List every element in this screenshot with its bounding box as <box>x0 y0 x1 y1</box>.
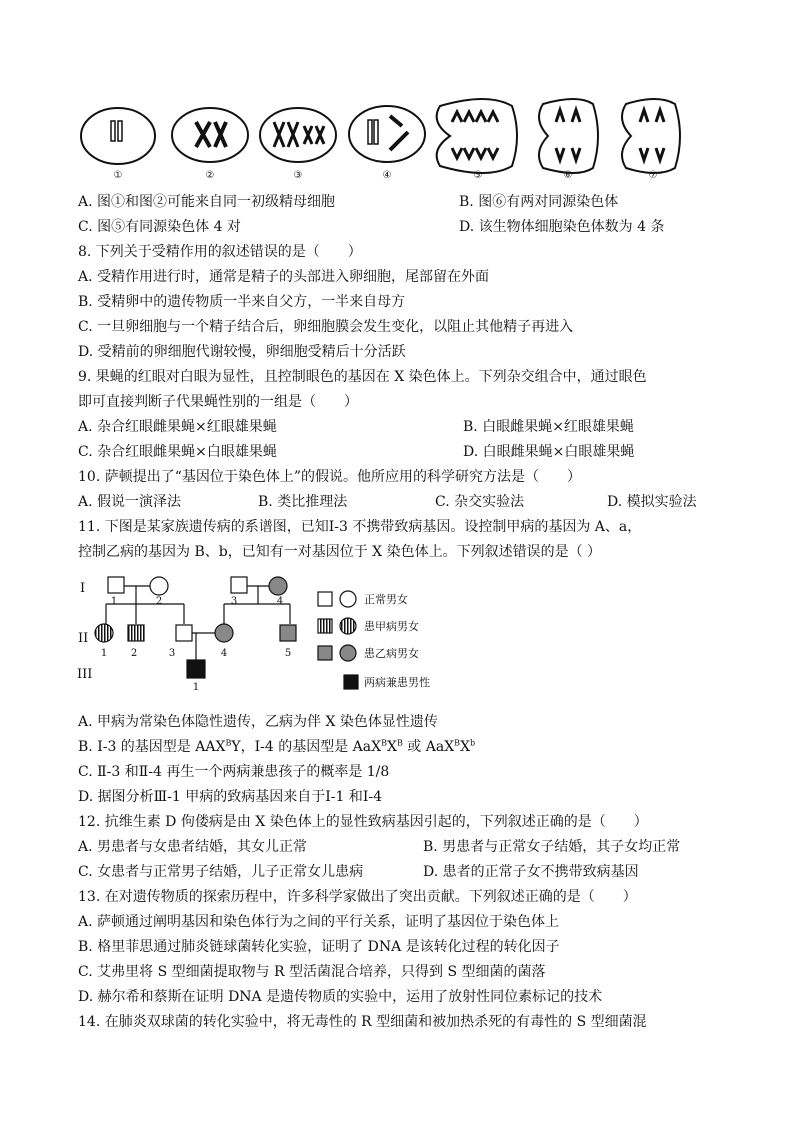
generation-label-2: II <box>78 631 89 646</box>
q7-option-b: B. 图⑥有两对同源染色体 <box>459 194 619 210</box>
q9-stem-line2: 即可直接判断子代果蝇性别的一组是（ ） <box>78 394 358 410</box>
q10-option-c: C. 杂交实验法 <box>435 494 525 510</box>
cell-label-6: ⑥ <box>563 170 573 181</box>
gen2-number-2: 2 <box>130 648 138 659</box>
q11-option-b: B. Ⅰ-3 的基因型是 $AAX^BY$，Ⅰ-4 的基因型是 $AaX^BX^B$ 或 $AaX^BX^b$ <box>78 738 476 755</box>
gen3-individual-1 <box>187 660 205 678</box>
q10-option-d: D. 模拟实验法 <box>607 494 697 510</box>
q9-option-b: B. 白眼雌果蝇×红眼雄果蝇 <box>463 419 634 435</box>
gen1-number-1: 1 <box>110 596 118 607</box>
q7-option-c: C. 图⑤有同源染色体 4 对 <box>78 219 241 235</box>
cell-4 <box>349 106 425 162</box>
cell-6 <box>539 99 598 173</box>
q13-option-d: D. 赫尔希和蔡斯在证明 DNA 是遗传物质的实验中，运用了放射性同位素标记的技术 <box>78 989 603 1005</box>
legend-disease-b: 患乙病男女 <box>364 647 419 660</box>
cell-label-2: ② <box>205 170 215 181</box>
q12-option-c: C. 女患者与正常男子结婚，儿子正常女儿患病 <box>78 864 364 880</box>
gen2-number-3: 3 <box>168 648 176 659</box>
gen1-number-3: 3 <box>230 596 238 607</box>
q9-stem-line1: 9. 果蝇的红眼对白眼为显性，且控制眼色的基因在 X 染色体上。下列杂交组合中，通过眼色 <box>78 369 647 385</box>
cell-2 <box>172 108 248 162</box>
q11-stem-line1: 11. 下图是某家族遗传病的系谱图，已知Ⅰ-3 不携带致病基因。设控制甲病的基因为 A、a， <box>78 519 642 535</box>
cell-3 <box>260 108 336 162</box>
cell-label-1: ① <box>113 170 123 181</box>
generation-label-3: III <box>77 667 93 682</box>
gen1-individual-2 <box>150 577 168 595</box>
cell-1 <box>81 108 155 164</box>
q10-option-a: A. 假说一演泽法 <box>78 494 182 510</box>
gen3-number-1: 1 <box>192 682 200 693</box>
q9-option-a: A. 杂合红眼雌果蝇×红眼雄果蝇 <box>78 419 277 435</box>
q11-option-d: D. 据图分析Ⅲ-1 甲病的致病基因来自于Ⅰ-1 和Ⅰ-4 <box>78 789 383 805</box>
gen2-number-1: 1 <box>100 648 108 659</box>
gen2-individual-5 <box>280 625 296 641</box>
q13-option-c: C. 艾弗里将 S 型细菌提取物与 R 型活菌混合培养，只得到 S 型细菌的菌落 <box>78 964 546 980</box>
q12-option-a: A. 男患者与女患者结婚，其女儿正常 <box>78 839 308 855</box>
cell-5 <box>437 99 517 173</box>
q14-stem: 14. 在肺炎双球菌的转化实验中，将无毒性的 R 型细菌和被加热杀死的有毒性的 S 型细菌混 <box>78 1014 647 1030</box>
q8-stem: 8. 下列关于受精作用的叙述错误的是（ ） <box>78 244 362 260</box>
q13-option-a: A. 萨顿通过阐明基因和染色体行为之间的平行关系，证明了基因位于染色体上 <box>78 914 560 930</box>
q8-option-d: D. 受精前的卵细胞代谢较慢，卵细胞受精后十分活跃 <box>78 344 406 360</box>
q11-option-c: C. Ⅱ-3 和Ⅱ-4 再生一个两病兼患孩子的概率是 1/8 <box>78 764 390 780</box>
gen1-number-4: 4 <box>276 596 284 607</box>
generation-label-1: I <box>80 581 86 596</box>
gen2-individual-2 <box>128 625 144 641</box>
gen2-individual-3 <box>176 625 192 641</box>
gen1-individual-3 <box>231 577 247 593</box>
q8-option-b: B. 受精卵中的遗传物质一半来自父方，一半来自母方 <box>78 294 406 310</box>
cell-7 <box>622 99 680 173</box>
gen1-individual-4 <box>269 577 287 595</box>
q9-option-d: D. 白眼雌果蝇×白眼雄果蝇 <box>463 444 635 460</box>
legend-normal: 正常男女 <box>364 593 408 606</box>
legend-disease-a: 患甲病男女 <box>364 620 419 633</box>
legend-both: 两病兼患男性 <box>364 676 430 689</box>
cell-label-4: ④ <box>382 170 392 181</box>
q12-stem: 12. 抗维生素 D 佝偻病是由 X 染色体上的显性致病基因引起的，下列叙述正确的是（ ） <box>78 814 648 830</box>
q8-option-a: A. 受精作用进行时，通常是精子的头部进入卵细胞，尾部留在外面 <box>78 269 490 285</box>
q9-option-c: C. 杂合红眼雌果蝇×白眼雄果蝇 <box>78 444 277 460</box>
gen1-individual-1 <box>108 577 124 593</box>
q10-option-b: B. 类比推理法 <box>258 494 348 510</box>
cell-label-5: ⑤ <box>473 170 483 181</box>
q11-stem-line2: 控制乙病的基因为 B、b，已知有一对基因位于 X 染色体上。下列叙述错误的是（ ） <box>78 544 602 560</box>
q13-option-b: B. 格里菲思通过肺炎链球菌转化实验，证明了 DNA 是该转化过程的转化因子 <box>78 939 560 955</box>
pedigree-chart <box>74 568 454 698</box>
gen2-number-5: 5 <box>284 648 292 659</box>
gen2-number-4: 4 <box>220 648 228 659</box>
q7-option-d: D. 该生物体细胞染色体数为 4 条 <box>459 219 665 235</box>
cell-label-7: ⑦ <box>648 170 658 181</box>
pedigree-legend <box>318 591 430 689</box>
q12-option-d: D. 患者的正常子女不携带致病基因 <box>423 864 639 880</box>
q8-option-c: C. 一旦卵细胞与一个精子结合后，卵细胞膜会发生变化，以阻止其他精子再进入 <box>78 319 574 335</box>
q10-stem: 10. 萨顿提出了“基因位于染色体上”的假说。他所应用的科学研究方法是（ ） <box>78 469 582 485</box>
q13-stem: 13. 在对遗传物质的探索历程中，许多科学家做出了突出贡献。下列叙述正确的是（ ） <box>78 889 637 905</box>
gen1-number-2: 2 <box>155 596 163 607</box>
gen2-individual-4 <box>215 624 233 642</box>
cell-division-figure <box>78 92 698 182</box>
gen2-individual-1 <box>95 624 113 642</box>
q7-option-a: A. 图①和图②可能来自同一初级精母细胞 <box>78 194 336 210</box>
q12-option-b: B. 男患者与正常女子结婚，其子女均正常 <box>423 839 681 855</box>
q11-option-a: A. 甲病为常染色体隐性遗传，乙病为伴 X 染色体显性遗传 <box>78 714 438 730</box>
cell-label-3: ③ <box>293 170 303 181</box>
